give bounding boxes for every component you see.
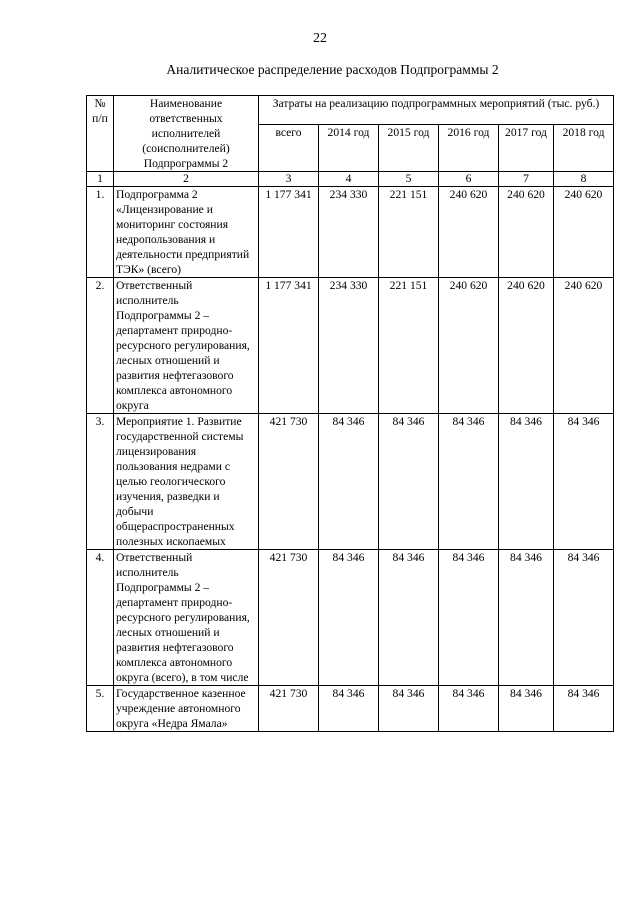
value-2017: 84 346 (499, 414, 554, 550)
value-2014: 84 346 (319, 686, 379, 732)
header-row-1 (87, 96, 614, 125)
column-number: 3 (259, 172, 319, 187)
column-number: 6 (439, 172, 499, 187)
column-number-row (87, 172, 614, 187)
value-total: 1 177 341 (259, 278, 319, 414)
value-2016: 240 620 (439, 278, 499, 414)
value-2015: 84 346 (379, 550, 439, 686)
costs-table (86, 95, 614, 732)
value-2015: 221 151 (379, 187, 439, 278)
value-2015: 221 151 (379, 278, 439, 414)
document-title: Аналитическое распределение расходов Подпрограммы 2 (166, 62, 499, 77)
table-row (87, 686, 614, 732)
value-2018: 240 620 (554, 187, 614, 278)
header-year-2014: 2014 год (319, 125, 379, 172)
column-number: 8 (554, 172, 614, 187)
column-number: 7 (499, 172, 554, 187)
column-number: 5 (379, 172, 439, 187)
row-num: 5. (87, 686, 114, 732)
header-costs: Затраты на реализацию подпрограммных мероприятий (тыс. руб.) (259, 96, 614, 125)
row-num: 4. (87, 550, 114, 686)
value-2017: 84 346 (499, 550, 554, 686)
value-2015: 84 346 (379, 686, 439, 732)
value-2017: 84 346 (499, 686, 554, 732)
table-row (87, 187, 614, 278)
table-row (87, 278, 614, 414)
row-num: 2. (87, 278, 114, 414)
value-2017: 240 620 (499, 278, 554, 414)
column-number: 2 (114, 172, 259, 187)
value-2014: 84 346 (319, 414, 379, 550)
header-year-2015: 2015 год (379, 125, 439, 172)
value-2016: 84 346 (439, 686, 499, 732)
value-2016: 240 620 (439, 187, 499, 278)
value-2018: 84 346 (554, 686, 614, 732)
page-number: 22 (313, 31, 327, 46)
table-row (87, 414, 614, 550)
table-row (87, 550, 614, 686)
value-2018: 84 346 (554, 550, 614, 686)
value-total: 1 177 341 (259, 187, 319, 278)
row-name: Государственное казенное учреждение автономного округа «Недра Ямала» (114, 686, 259, 732)
column-number: 1 (87, 172, 114, 187)
header-num: № п/п (87, 96, 114, 172)
value-2014: 234 330 (319, 278, 379, 414)
row-name: Мероприятие 1. Развитие государственной системы лицензирования пользования недрами с целью геологического изучения, разведки и добычи общераспространенных полезных ископаемых (114, 414, 259, 550)
value-2014: 84 346 (319, 550, 379, 686)
header-year-2016: 2016 год (439, 125, 499, 172)
value-2016: 84 346 (439, 414, 499, 550)
row-num: 1. (87, 187, 114, 278)
header-year-2018: 2018 год (554, 125, 614, 172)
value-total: 421 730 (259, 414, 319, 550)
value-2017: 240 620 (499, 187, 554, 278)
header-name: Наименование ответственных исполнителей (соисполнителей) Подпрограммы 2 (114, 96, 259, 172)
value-2014: 234 330 (319, 187, 379, 278)
column-number: 4 (319, 172, 379, 187)
value-total: 421 730 (259, 550, 319, 686)
header-year-2017: 2017 год (499, 125, 554, 172)
row-name: Ответственный исполнитель Подпрограммы 2 – департамент природно-ресурсного регулирования, лесных отношений и развития нефтегазового комплекса автономного округа (114, 278, 259, 414)
value-2015: 84 346 (379, 414, 439, 550)
header-total: всего (259, 125, 319, 172)
value-2018: 84 346 (554, 414, 614, 550)
row-name: Ответственный исполнитель Подпрограммы 2 – департамент природно-ресурсного регулирования, лесных отношений и развития нефтегазового комплекса автономного округа (всего), в том числе (114, 550, 259, 686)
row-num: 3. (87, 414, 114, 550)
value-total: 421 730 (259, 686, 319, 732)
value-2018: 240 620 (554, 278, 614, 414)
value-2016: 84 346 (439, 550, 499, 686)
row-name: Подпрограмма 2 «Лицензирование и мониторинг состояния недропользования и деятельности предприятий ТЭК» (всего) (114, 187, 259, 278)
